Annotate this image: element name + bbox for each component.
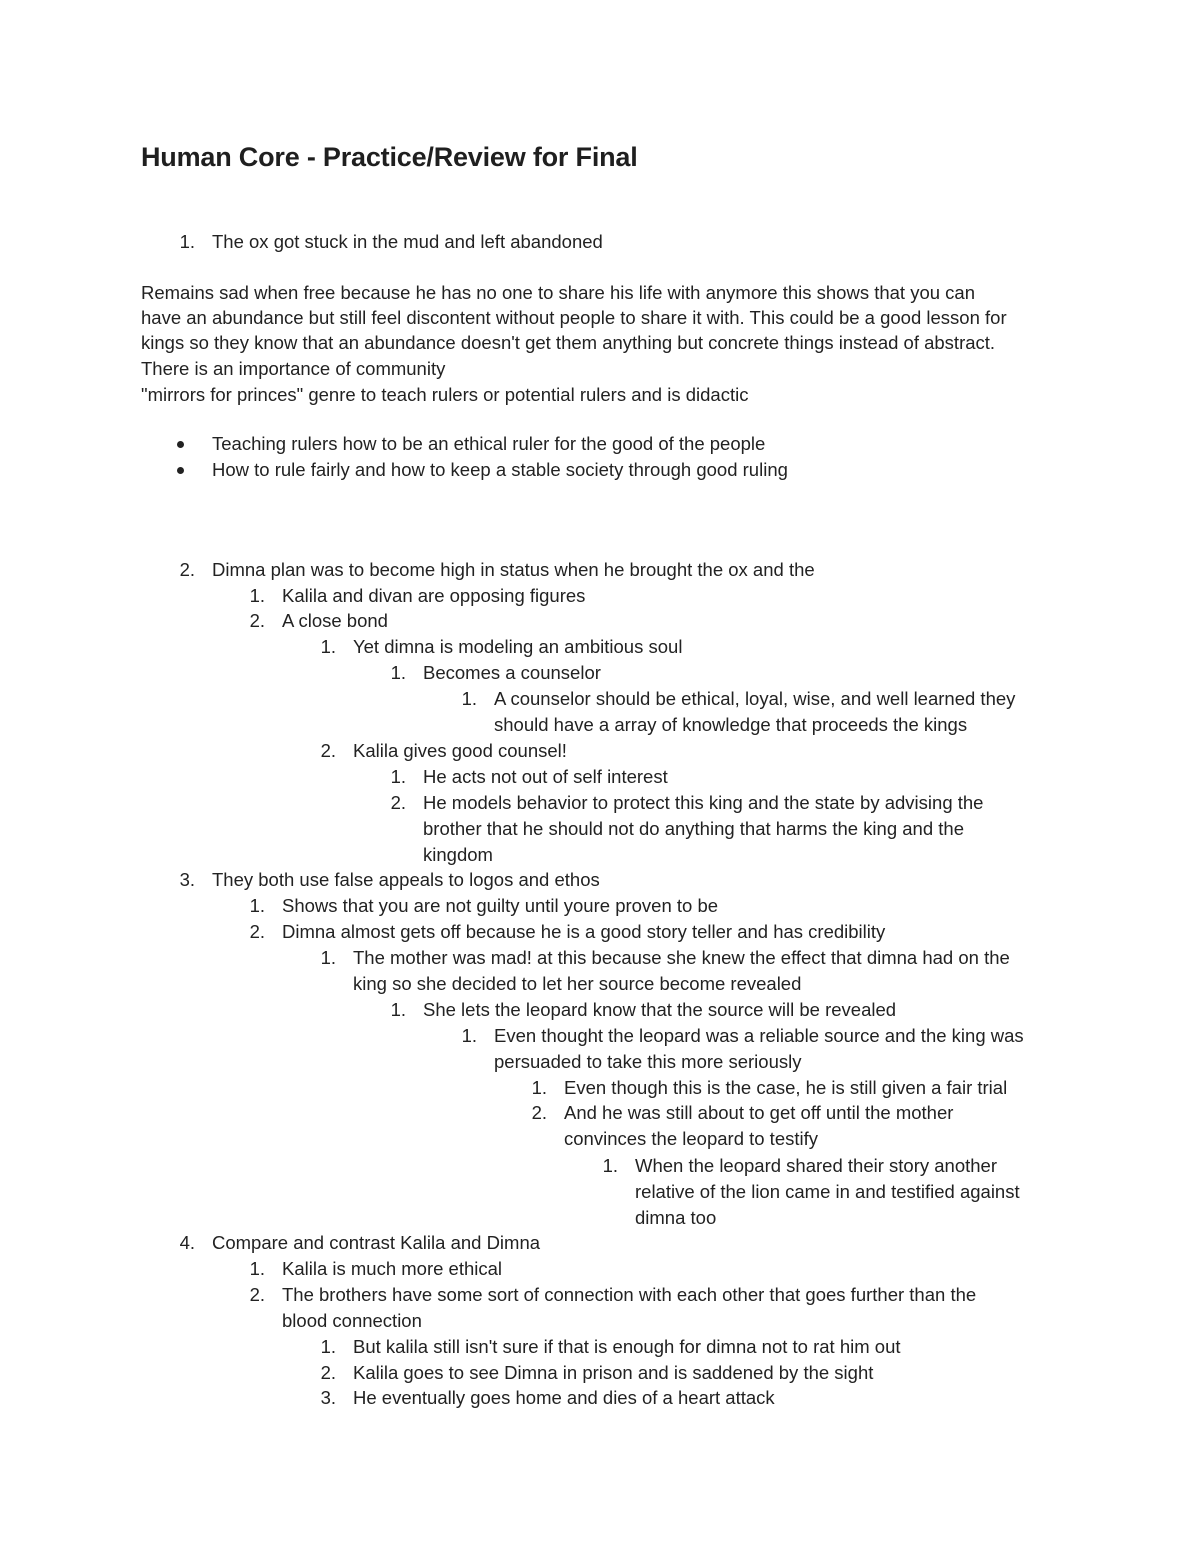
list-item-text: But kalila still isn't sure if that is enough for dimna not to rat him out	[353, 1336, 901, 1357]
document-title: Human Core - Practice/Review for Final	[141, 142, 638, 172]
list-marker: 1.	[531, 1077, 547, 1098]
list-item-text: Even thought the leopard was a reliable source and the king was	[494, 1025, 1024, 1046]
list-item-text: Dimna almost gets off because he is a good story teller and has credibility	[282, 921, 886, 942]
list-marker: 1.	[320, 947, 336, 968]
paragraph-line: kings so they know that an abundance doesn't get them anything but concrete things instead of abstract.	[141, 332, 996, 353]
list-item-text: king so she decided to let her source become revealed	[353, 973, 802, 994]
list-marker: 1.	[320, 636, 336, 657]
list-marker: 1.	[249, 1258, 265, 1279]
list-item-text: persuaded to take this more seriously	[494, 1051, 802, 1072]
list-item-text: He eventually goes home and dies of a heart attack	[353, 1387, 775, 1408]
list-item-text: Yet dimna is modeling an ambitious soul	[353, 636, 683, 657]
paragraph-line: Remains sad when free because he has no one to share his life with anymore this shows that you can	[141, 282, 975, 303]
list-item-text: The brothers have some sort of connection with each other that goes further than the	[282, 1284, 977, 1305]
list-marker: 3.	[320, 1387, 336, 1408]
list-item-text: She lets the leopard know that the source will be revealed	[423, 999, 897, 1020]
list-marker: 2.	[179, 559, 195, 580]
list-item-text: The mother was mad! at this because she knew the effect that dimna had on the	[353, 947, 1010, 968]
list-item-text: kingdom	[423, 844, 493, 865]
paragraph-line: "mirrors for princes" genre to teach rulers or potential rulers and is didactic	[141, 384, 749, 405]
list-item-text: Kalila and divan are opposing figures	[282, 585, 586, 606]
list-item-text: A counselor should be ethical, loyal, wise, and well learned they	[494, 688, 1016, 709]
list-marker: 2.	[249, 1284, 265, 1305]
list-marker: 1.	[249, 895, 265, 916]
list-item-text: should have a array of knowledge that proceeds the kings	[494, 714, 968, 735]
list-marker: 1.	[249, 585, 265, 606]
list-item-text: Dimna plan was to become high in status when he brought the ox and the	[212, 559, 815, 580]
bullet-dot	[177, 441, 184, 448]
list-marker: 1.	[461, 688, 477, 709]
list-marker: 3.	[179, 869, 195, 890]
list-item-text: He acts not out of self interest	[423, 766, 668, 787]
bullet-dot	[177, 467, 184, 474]
list-item-text: He models behavior to protect this king and the state by advising the	[423, 792, 984, 813]
list-item-text: A close bond	[282, 610, 388, 631]
paragraph-line: have an abundance but still feel discontent without people to share it with. This could be a good lesson for	[141, 307, 1007, 328]
list-item-text: brother that he should not do anything that harms the king and the	[423, 818, 964, 839]
list-marker: 2.	[320, 1362, 336, 1383]
list-item-text: relative of the lion came in and testified against	[635, 1181, 1020, 1202]
list-item-text: Even though this is the case, he is still given a fair trial	[564, 1077, 1008, 1098]
list-marker: 2.	[249, 610, 265, 631]
list-marker: 2.	[249, 921, 265, 942]
list-marker: 1.	[390, 999, 406, 1020]
list-item-text: Compare and contrast Kalila and Dimna	[212, 1232, 541, 1253]
list-item-text: Kalila gives good counsel!	[353, 740, 567, 761]
list-marker: 1.	[602, 1155, 618, 1176]
paragraph-line: There is an importance of community	[141, 358, 446, 379]
list-item-text: Becomes a counselor	[423, 662, 601, 683]
list-marker: 1.	[179, 231, 195, 252]
list-item-text: When the leopard shared their story another	[635, 1155, 997, 1176]
list-marker: 2.	[531, 1102, 547, 1123]
list-item-text: The ox got stuck in the mud and left abandoned	[212, 231, 603, 252]
list-item-text: convinces the leopard to testify	[564, 1128, 819, 1149]
list-item-text: Kalila is much more ethical	[282, 1258, 503, 1279]
list-marker: 1.	[461, 1025, 477, 1046]
list-marker: 1.	[320, 1336, 336, 1357]
list-marker: 2.	[320, 740, 336, 761]
bullet-item-text: Teaching rulers how to be an ethical ruler for the good of the people	[212, 433, 766, 454]
list-item-text: They both use false appeals to logos and ethos	[212, 869, 600, 890]
list-item-text: Kalila goes to see Dimna in prison and is saddened by the sight	[353, 1362, 874, 1383]
list-item-text: blood connection	[282, 1310, 422, 1331]
list-item-text: dimna too	[635, 1207, 717, 1228]
list-marker: 1.	[390, 662, 406, 683]
list-marker: 2.	[390, 792, 406, 813]
list-item-text: Shows that you are not guilty until youre proven to be	[282, 895, 719, 916]
list-marker: 4.	[179, 1232, 195, 1253]
list-item-text: And he was still about to get off until the mother	[564, 1102, 954, 1123]
list-marker: 1.	[390, 766, 406, 787]
bullet-item-text: How to rule fairly and how to keep a stable society through good ruling	[212, 459, 788, 480]
